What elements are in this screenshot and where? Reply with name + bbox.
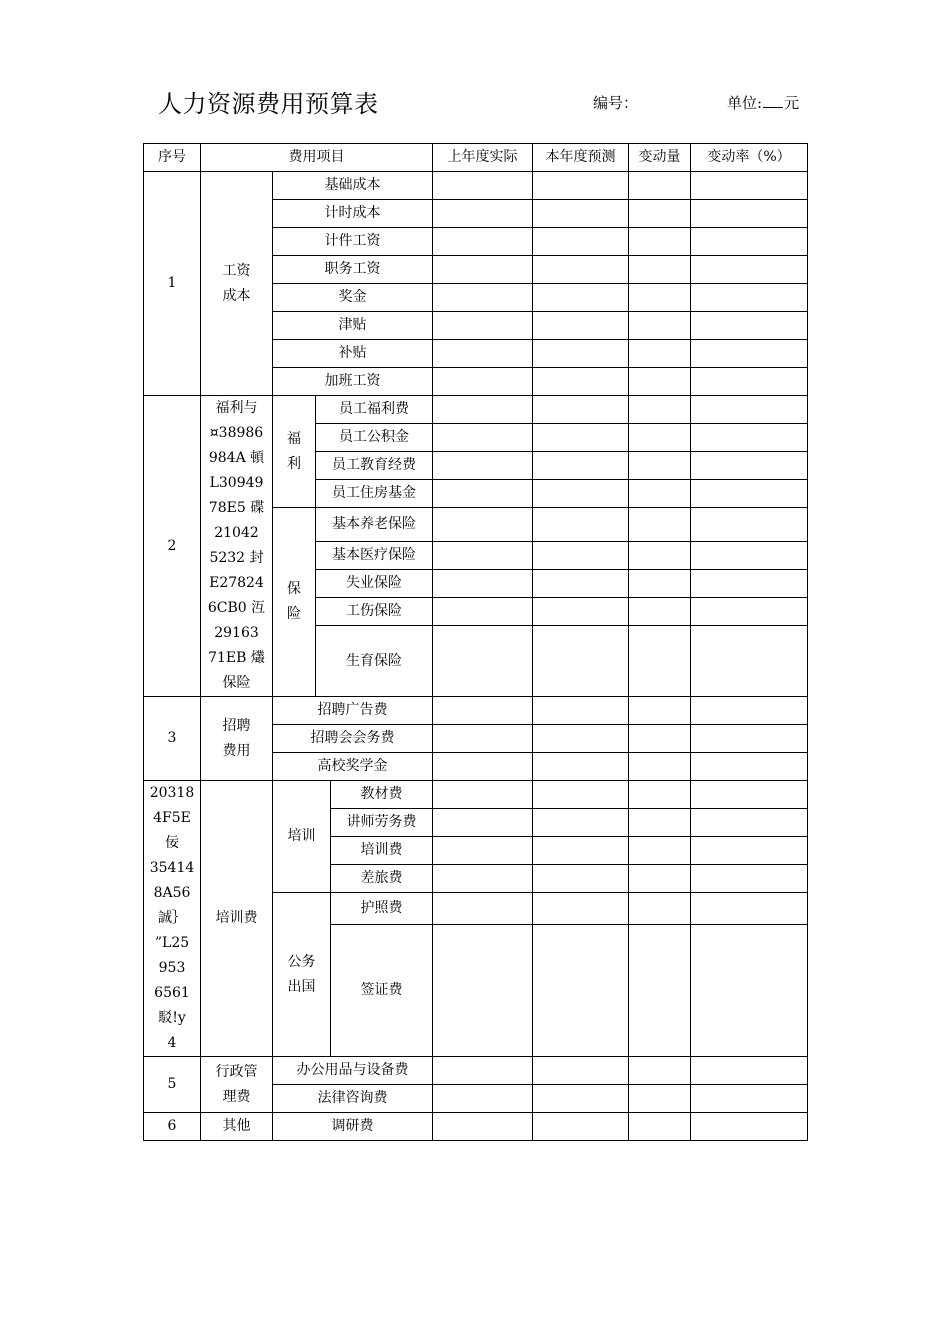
value-cell[interactable] <box>533 865 629 893</box>
value-cell[interactable] <box>433 570 533 598</box>
col-header-last-year: 上年度实际 <box>433 144 533 172</box>
value-cell[interactable] <box>533 508 629 542</box>
value-cell[interactable] <box>533 228 629 256</box>
item-label: 员工教育经费 <box>316 452 433 480</box>
value-cell[interactable] <box>533 312 629 340</box>
value-cell[interactable] <box>433 396 533 424</box>
value-cell[interactable] <box>533 424 629 452</box>
value-cell[interactable] <box>691 893 808 925</box>
value-cell[interactable] <box>691 452 808 480</box>
value-cell[interactable] <box>433 809 533 837</box>
value-cell[interactable] <box>433 284 533 312</box>
value-cell[interactable] <box>533 837 629 865</box>
value-cell[interactable] <box>533 368 629 396</box>
value-cell[interactable] <box>433 925 533 1057</box>
item-label: 员工福利费 <box>316 396 433 424</box>
value-cell[interactable] <box>691 697 808 725</box>
value-cell[interactable] <box>533 1113 629 1141</box>
seq-label: 953 <box>158 960 186 976</box>
category-label: ¤38986 <box>209 425 264 441</box>
value-cell[interactable] <box>629 1057 691 1085</box>
value-cell[interactable] <box>629 725 691 753</box>
value-cell[interactable] <box>691 781 808 809</box>
subcategory-label: 福 <box>287 430 301 447</box>
category-label: 71EB 爜 <box>208 650 265 666</box>
category-label: 招聘 <box>222 717 251 734</box>
item-label: 高校奖学金 <box>273 753 433 781</box>
value-cell[interactable] <box>433 508 533 542</box>
item-label: 差旅费 <box>331 865 433 893</box>
item-label: 调研费 <box>273 1113 433 1141</box>
value-cell[interactable] <box>433 865 533 893</box>
value-cell[interactable] <box>533 697 629 725</box>
value-cell[interactable] <box>691 200 808 228</box>
category-cell <box>201 1057 273 1113</box>
page-title: 人力资源费用预算表 <box>158 90 379 118</box>
seq-label: 4F5E <box>153 810 191 826</box>
value-cell[interactable] <box>433 1057 533 1085</box>
item-label: 教材费 <box>331 781 433 809</box>
value-cell[interactable] <box>691 925 808 1057</box>
value-cell[interactable] <box>629 480 691 508</box>
col-header-item: 费用项目 <box>201 144 433 172</box>
item-label: 办公用品与设备费 <box>273 1057 433 1085</box>
value-cell[interactable] <box>533 725 629 753</box>
seq-label: 駁!y <box>158 1010 186 1026</box>
seq-label: 8A56 <box>153 885 191 901</box>
item-label: 生育保险 <box>316 626 433 697</box>
value-cell[interactable] <box>433 697 533 725</box>
table-row <box>144 172 808 200</box>
value-cell[interactable] <box>691 1085 808 1113</box>
value-cell[interactable] <box>691 598 808 626</box>
item-label: 讲师劳务费 <box>331 809 433 837</box>
value-cell[interactable] <box>629 256 691 284</box>
value-cell[interactable] <box>691 508 808 542</box>
value-cell[interactable] <box>433 626 533 697</box>
value-cell[interactable] <box>533 284 629 312</box>
unit-label <box>727 92 799 113</box>
category-label: E27824 <box>209 575 264 591</box>
category-label: 保险 <box>222 675 251 691</box>
value-cell[interactable] <box>533 1085 629 1113</box>
value-cell[interactable] <box>629 424 691 452</box>
category-label: 29163 <box>214 625 259 641</box>
item-label: 失业保险 <box>316 570 433 598</box>
value-cell[interactable] <box>629 753 691 781</box>
value-cell[interactable] <box>629 368 691 396</box>
seq-cell <box>144 781 201 1057</box>
subcategory-cell <box>273 396 316 508</box>
category-label: 21042 <box>214 525 259 541</box>
value-cell[interactable] <box>629 200 691 228</box>
item-label: 签证费 <box>331 925 433 1057</box>
value-cell[interactable] <box>691 837 808 865</box>
value-cell[interactable] <box>533 396 629 424</box>
col-header-change-amount: 变动量 <box>629 144 691 172</box>
category-label: 78E5 碟 <box>208 500 265 516</box>
value-cell[interactable] <box>433 480 533 508</box>
value-cell[interactable] <box>691 809 808 837</box>
item-label: 津贴 <box>273 312 433 340</box>
category-label: 行政管 <box>215 1063 258 1080</box>
value-cell[interactable] <box>629 626 691 697</box>
value-cell[interactable] <box>629 1113 691 1141</box>
category-label: 984A 頓 <box>208 450 265 466</box>
category-label: 成本 <box>222 287 251 304</box>
value-cell[interactable] <box>691 480 808 508</box>
value-cell[interactable] <box>629 542 691 570</box>
category-label: 6CB0 沍 <box>207 600 266 616</box>
table-row <box>144 697 808 725</box>
value-cell[interactable] <box>691 284 808 312</box>
value-cell[interactable] <box>629 893 691 925</box>
category-cell <box>201 697 273 781</box>
value-cell[interactable] <box>629 837 691 865</box>
value-cell[interactable] <box>629 396 691 424</box>
value-cell[interactable] <box>629 865 691 893</box>
value-cell[interactable] <box>533 570 629 598</box>
item-label: 员工住房基金 <box>316 480 433 508</box>
col-header-change-rate: 变动率（%） <box>691 144 808 172</box>
value-cell[interactable] <box>691 228 808 256</box>
seq-cell: 1 <box>144 172 201 396</box>
value-cell[interactable] <box>691 368 808 396</box>
value-cell[interactable] <box>533 542 629 570</box>
value-cell[interactable] <box>433 228 533 256</box>
value-cell[interactable] <box>629 598 691 626</box>
value-cell[interactable] <box>691 725 808 753</box>
item-label: 加班工资 <box>273 368 433 396</box>
item-label: 基本医疗保险 <box>316 542 433 570</box>
value-cell[interactable] <box>533 893 629 925</box>
value-cell[interactable] <box>691 865 808 893</box>
value-cell[interactable] <box>433 1113 533 1141</box>
value-cell[interactable] <box>533 200 629 228</box>
unit-prefix: 单位: <box>727 94 763 112</box>
item-label: 招聘会会务费 <box>273 725 433 753</box>
value-cell[interactable] <box>629 570 691 598</box>
item-label: 补贴 <box>273 340 433 368</box>
value-cell[interactable] <box>629 1085 691 1113</box>
value-cell[interactable] <box>433 312 533 340</box>
seq-label: 35414 <box>149 860 195 876</box>
unit-blank-field[interactable] <box>763 92 783 108</box>
value-cell[interactable] <box>433 753 533 781</box>
value-cell[interactable] <box>629 312 691 340</box>
value-cell[interactable] <box>433 452 533 480</box>
value-cell[interactable] <box>691 542 808 570</box>
subcategory-label: 出国 <box>287 978 316 995</box>
value-cell[interactable] <box>629 925 691 1057</box>
subcategory-cell <box>273 893 331 1057</box>
seq-label: 誠｝ <box>158 910 186 926</box>
value-cell[interactable] <box>433 424 533 452</box>
item-label: 工伤保险 <box>316 598 433 626</box>
value-cell[interactable] <box>691 172 808 200</box>
value-cell[interactable] <box>629 508 691 542</box>
category-cell <box>201 396 273 697</box>
value-cell[interactable] <box>433 368 533 396</box>
seq-cell: 3 <box>144 697 201 781</box>
item-label: 招聘广告费 <box>273 697 433 725</box>
value-cell[interactable] <box>433 200 533 228</box>
category-label: 工资 <box>222 262 251 279</box>
value-cell[interactable] <box>533 925 629 1057</box>
table-row <box>144 1113 808 1141</box>
category-label: 5232 封 <box>209 550 264 566</box>
value-cell[interactable] <box>691 256 808 284</box>
value-cell[interactable] <box>533 1057 629 1085</box>
value-cell[interactable] <box>691 340 808 368</box>
value-cell[interactable] <box>533 340 629 368</box>
value-cell[interactable] <box>629 172 691 200</box>
value-cell[interactable] <box>433 256 533 284</box>
seq-label: 6561 <box>154 985 190 1001</box>
category-label: L30949 <box>209 475 264 491</box>
table-row <box>144 396 808 424</box>
value-cell[interactable] <box>691 570 808 598</box>
item-label: 职务工资 <box>273 256 433 284</box>
unit-suffix: 元 <box>784 94 800 112</box>
item-label: 计时成本 <box>273 200 433 228</box>
value-cell[interactable] <box>629 781 691 809</box>
item-label: 计件工资 <box>273 228 433 256</box>
value-cell[interactable] <box>629 697 691 725</box>
subcategory-cell: 培训 <box>273 781 331 893</box>
value-cell[interactable] <box>629 452 691 480</box>
subcategory-label: 保 <box>287 581 301 597</box>
category-label: 理费 <box>222 1088 251 1105</box>
value-cell[interactable] <box>691 626 808 697</box>
value-cell[interactable] <box>691 753 808 781</box>
value-cell[interactable] <box>433 542 533 570</box>
category-label: 福利与 <box>215 400 258 416</box>
value-cell[interactable] <box>691 424 808 452</box>
value-cell[interactable] <box>533 809 629 837</box>
col-header-seq: 序号 <box>144 144 201 172</box>
value-cell[interactable] <box>629 340 691 368</box>
budget-table <box>143 143 808 1141</box>
category-label: 费用 <box>222 742 251 759</box>
value-cell[interactable] <box>533 598 629 626</box>
value-cell[interactable] <box>533 781 629 809</box>
item-label: 员工公积金 <box>316 424 433 452</box>
seq-cell: 2 <box>144 396 201 697</box>
item-label: 培训费 <box>331 837 433 865</box>
seq-cell: 5 <box>144 1057 201 1113</box>
col-header-this-year: 本年度预测 <box>533 144 629 172</box>
value-cell[interactable] <box>629 809 691 837</box>
value-cell[interactable] <box>433 598 533 626</box>
value-cell[interactable] <box>691 396 808 424</box>
value-cell[interactable] <box>533 626 629 697</box>
table-row <box>144 781 808 809</box>
item-label: 基本养老保险 <box>316 508 433 542</box>
item-label: 基础成本 <box>273 172 433 200</box>
value-cell[interactable] <box>433 1085 533 1113</box>
item-label: 护照费 <box>331 893 433 925</box>
value-cell[interactable] <box>433 725 533 753</box>
value-cell[interactable] <box>533 480 629 508</box>
value-cell[interactable] <box>533 172 629 200</box>
category-cell: 其他 <box>201 1113 273 1141</box>
category-cell: 培训费 <box>201 781 273 1057</box>
item-label: 奖金 <box>273 284 433 312</box>
seq-cell: 6 <box>144 1113 201 1141</box>
value-cell[interactable] <box>533 256 629 284</box>
item-label: 法律咨询费 <box>273 1085 433 1113</box>
subcategory-label: 利 <box>287 455 301 472</box>
category-cell <box>201 172 273 396</box>
table-row <box>144 1057 808 1085</box>
value-cell[interactable] <box>629 284 691 312</box>
seq-label: 佞 <box>165 835 179 851</box>
value-cell[interactable] <box>433 340 533 368</box>
seq-label: ”L25 <box>154 935 190 951</box>
value-cell[interactable] <box>433 781 533 809</box>
seq-label: 4 <box>167 1035 177 1051</box>
header-row <box>144 144 808 172</box>
subcategory-cell <box>273 508 316 697</box>
value-cell[interactable] <box>433 837 533 865</box>
value-cell[interactable] <box>433 893 533 925</box>
code-label: 编号： <box>593 94 639 112</box>
value-cell[interactable] <box>691 312 808 340</box>
value-cell[interactable] <box>433 172 533 200</box>
value-cell[interactable] <box>691 1057 808 1085</box>
subcategory-label: 险 <box>287 606 301 622</box>
subcategory-label: 公务 <box>287 953 316 970</box>
value-cell[interactable] <box>691 1113 808 1141</box>
value-cell[interactable] <box>533 753 629 781</box>
value-cell[interactable] <box>629 228 691 256</box>
value-cell[interactable] <box>533 452 629 480</box>
seq-label: 20318 <box>149 785 195 801</box>
